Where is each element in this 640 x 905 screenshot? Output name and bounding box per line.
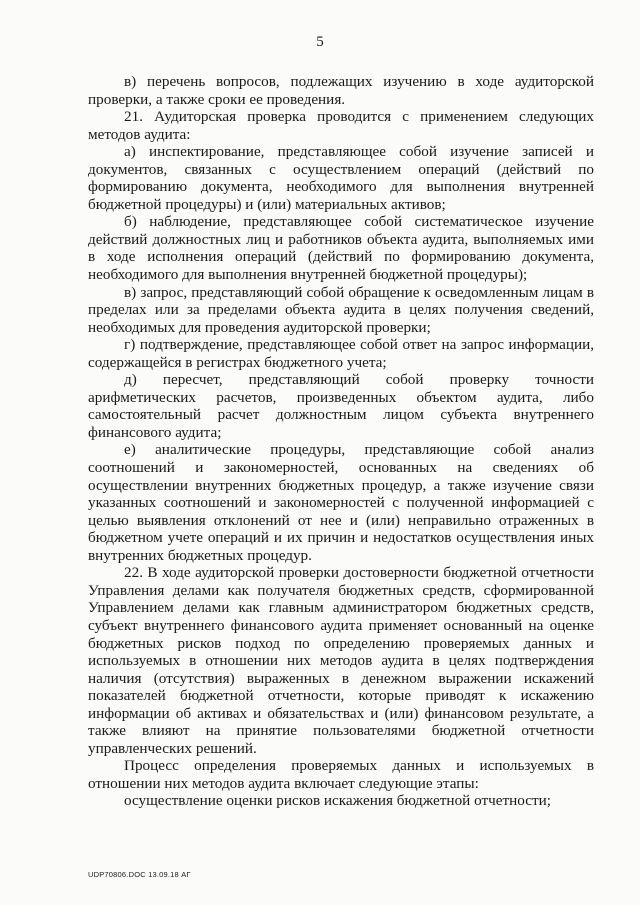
page-number: 5 [316,34,324,50]
document-footer: UDP70806.DOC 13.09.18 АГ [88,870,191,879]
paragraph-item-v-list: в) перечень вопросов, подлежащих изучению в ходе аудиторской проверки, а также сроки ее проведения. [88,73,594,108]
paragraph-method-confirmation: г) подтверждение, представляющее собой ответ на запрос информации, содержащейся в регистрах бюджетного учета; [88,336,594,371]
paragraph-risk-assessment: осуществление оценки рисков искажения бюджетной отчетности; [124,792,551,810]
paragraph-method-analytics: е) аналитические процедуры, представляющие собой анализ соотношений и закономерностей, основанных на сведениях об осуществлении внутренних бюджетных процедур, а также изучение связи указанных соотношений и закономерностей с полученной информацией с целью выявления отклонений от нее и (или) неправильно отраженных в бюджетном учете операций и их причин и недостатков осуществления иных внутренних бюджетных процедур. [88,441,594,564]
paragraph-method-recalculation: д) пересчет, представляющий собой проверку точности арифметических расчетов, произведенных объектом аудита, либо самостоятельный расчет должностным лицом субъекта внутреннего финансового аудита; [88,371,594,441]
paragraph-clause-22: 22. В ходе аудиторской проверки достоверности бюджетной отчетности Управления делами как получателя бюджетных средств, сформированной Управлением делами как главным администратором бюджетных средств, субъект внутреннего финансового аудита применяет основанный на оценке бюджетных рисков подход по определению проверяемых данных и используемых в отношении них методов аудита в целях подтверждения наличия (отсутствия) выраженных в денежном выражении искажений показателей бюджетной отчетности, которые приводят к искажению информации об активах и обязательствах и (или) финансовом результате, а также влияют на принятие пользователями бюджетной отчетности управленческих решений. [88,564,594,757]
document-body [88,73,594,810]
paragraph-method-observation: б) наблюдение, представляющее собой систематическое изучение действий должностных лиц и работников объекта аудита, выполняемых ими в ходе исполнения операций (действий по формированию документа, необходимого для выполнения внутренней бюджетной процедуры); [88,213,594,284]
paragraph-clause-21: 21. Аудиторская проверка проводится с применением следующих методов аудита: [88,108,594,143]
paragraph-method-inspection: а) инспектирование, представляющее собой изучение записей и документов, связанных с осуществлением операций (действий по формированию документа, необходимого для выполнения внутренней бюджетной процедуры) и (или) материальных активов; [88,143,594,213]
paragraph-process-stages: Процесс определения проверяемых данных и используемых в отношении них методов аудита включает следующие этапы: [88,757,594,792]
paragraph-method-request: в) запрос, представляющий собой обращение к осведомленным лицам в пределах или за пределами объекта аудита в целях получения сведений, необходимых для проведения аудиторской проверки; [88,283,594,336]
